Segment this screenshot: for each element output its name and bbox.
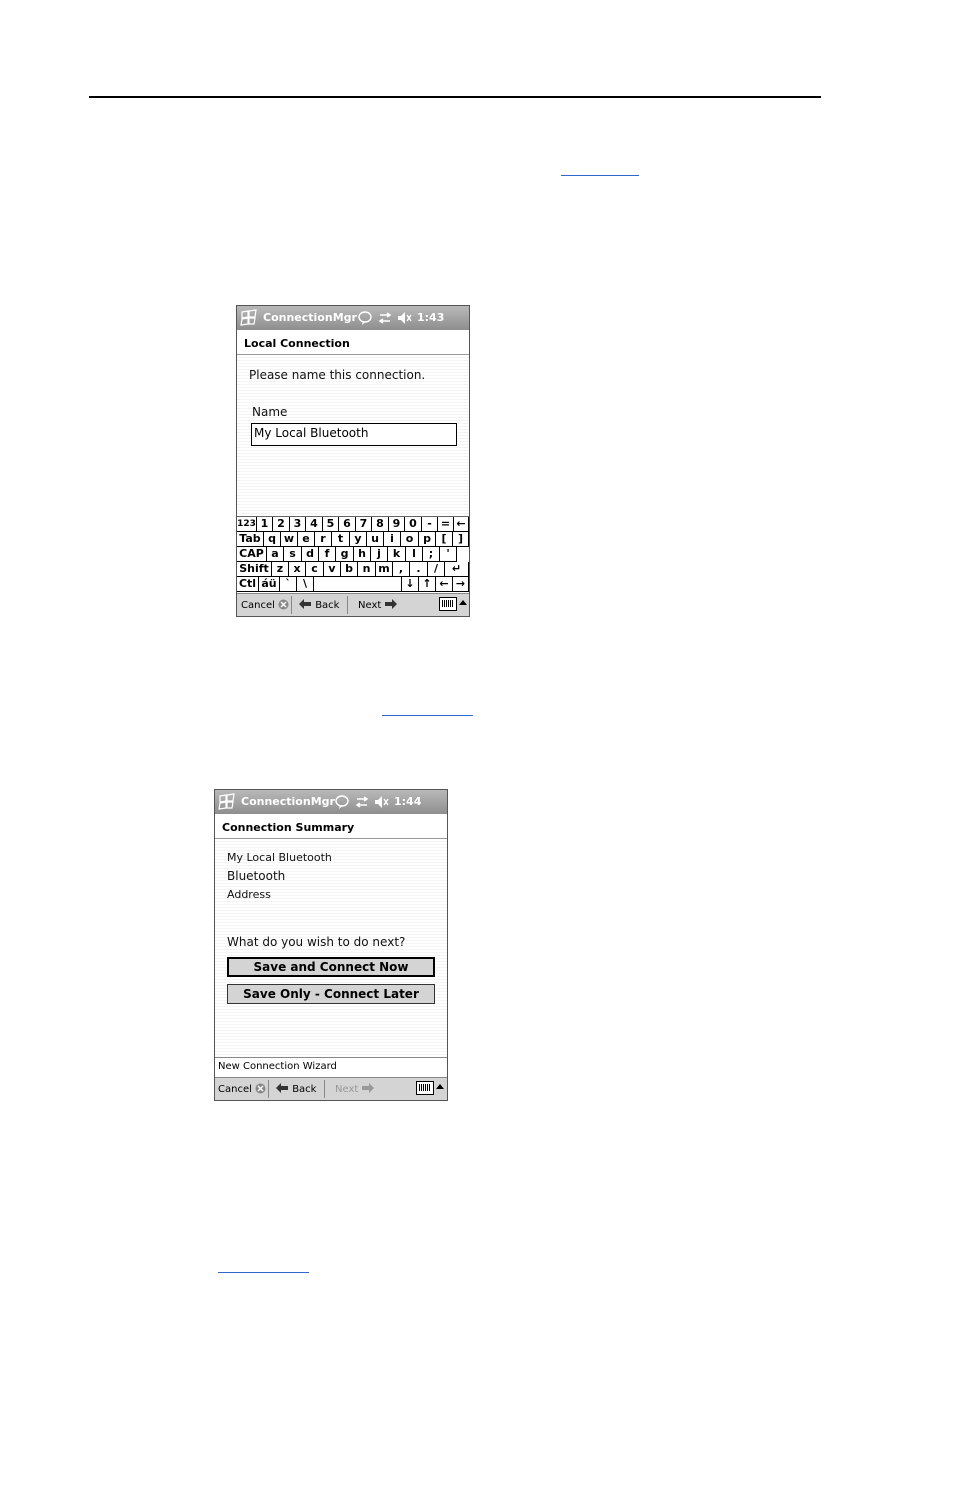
summary-type: Bluetooth xyxy=(227,869,286,883)
key-caps[interactable]: CAP xyxy=(237,547,267,562)
key-x[interactable]: x xyxy=(289,562,306,577)
keyboard-toggle-icon[interactable] xyxy=(439,597,457,611)
next-button[interactable] xyxy=(358,599,397,611)
cancel-label: Cancel xyxy=(218,1084,252,1095)
cancel-button[interactable] xyxy=(218,1083,266,1095)
save-and-connect-button[interactable]: Save and Connect Now xyxy=(227,957,435,977)
back-button[interactable] xyxy=(276,1083,316,1095)
cancel-button[interactable] xyxy=(241,599,289,611)
arrow-left-icon xyxy=(276,1083,289,1093)
key-k[interactable]: k xyxy=(388,547,406,562)
wizard-name: New Connection Wizard xyxy=(218,1061,337,1072)
key-g[interactable]: g xyxy=(336,547,354,562)
key-semicolon[interactable]: ; xyxy=(423,547,440,562)
clock[interactable]: 1:43 xyxy=(417,311,445,324)
key-i[interactable]: i xyxy=(384,532,401,547)
key-o[interactable]: o xyxy=(401,532,419,547)
key-s[interactable]: s xyxy=(284,547,302,562)
content-area xyxy=(215,839,447,1057)
page-top-rule xyxy=(89,96,821,98)
page-header xyxy=(215,814,447,839)
menu-separator xyxy=(291,596,292,614)
key-e[interactable]: e xyxy=(298,532,315,547)
key-period[interactable]: . xyxy=(410,562,428,577)
page-title: Local Connection xyxy=(244,337,350,350)
content-area xyxy=(237,355,469,516)
key-quote[interactable]: ' xyxy=(440,547,457,562)
messaging-icon[interactable] xyxy=(334,794,350,810)
key-l[interactable]: l xyxy=(406,547,423,562)
key-4[interactable]: 4 xyxy=(306,517,323,532)
next-label: Next xyxy=(335,1084,359,1095)
title-bar xyxy=(237,306,469,330)
key-n[interactable]: n xyxy=(358,562,376,577)
input-menu-arrow-icon[interactable] xyxy=(459,600,467,605)
key-8[interactable]: 8 xyxy=(372,517,389,532)
key-c[interactable]: c xyxy=(306,562,324,577)
arrow-left-icon xyxy=(299,599,312,609)
key-z[interactable]: z xyxy=(272,562,289,577)
key-1[interactable]: 1 xyxy=(257,517,273,532)
key-r[interactable]: r xyxy=(315,532,332,547)
keyboard-row-5 xyxy=(237,577,469,592)
volume-icon[interactable] xyxy=(396,310,412,326)
key-b[interactable]: b xyxy=(341,562,358,577)
keyboard-row-4 xyxy=(237,562,469,577)
key-minus[interactable]: - xyxy=(422,517,438,532)
key-5[interactable]: 5 xyxy=(323,517,339,532)
name-label: Name xyxy=(252,405,288,419)
key-shift[interactable]: Shift xyxy=(237,562,272,577)
key-u[interactable]: u xyxy=(367,532,384,547)
key-a[interactable]: a xyxy=(267,547,284,562)
cancel-label: Cancel xyxy=(241,600,275,611)
status-bar xyxy=(215,1057,447,1076)
keyboard-row-1 xyxy=(237,517,469,532)
keyboard-toggle-icon[interactable] xyxy=(416,1081,434,1095)
key-p[interactable]: p xyxy=(419,532,436,547)
summary-name: My Local Bluetooth xyxy=(227,851,332,864)
menu-separator xyxy=(324,1080,325,1098)
volume-icon[interactable] xyxy=(373,794,389,810)
connectivity-icon[interactable] xyxy=(377,310,393,326)
key-d[interactable]: d xyxy=(302,547,319,562)
back-button[interactable] xyxy=(299,599,339,611)
menu-separator xyxy=(347,596,348,614)
windows-start-icon[interactable] xyxy=(239,309,259,327)
key-7[interactable]: 7 xyxy=(356,517,372,532)
key-j[interactable]: j xyxy=(371,547,388,562)
key-space[interactable] xyxy=(314,577,402,592)
hyperlink-underline-2[interactable] xyxy=(382,715,473,716)
soft-keyboard xyxy=(237,516,469,595)
app-title: ConnectionMgr xyxy=(241,795,335,808)
menu-bar xyxy=(215,1077,447,1100)
title-bar xyxy=(215,790,447,814)
key-open-bracket[interactable]: [ xyxy=(436,532,453,547)
messaging-icon[interactable] xyxy=(357,310,373,326)
back-label: Back xyxy=(315,600,340,611)
key-h[interactable]: h xyxy=(354,547,371,562)
save-only-button[interactable]: Save Only - Connect Later xyxy=(227,984,435,1004)
key-arrow-right[interactable]: → xyxy=(453,577,469,592)
hyperlink-underline-3[interactable] xyxy=(218,1272,309,1273)
connection-name-field[interactable]: My Local Bluetooth xyxy=(251,423,457,446)
key-3[interactable]: 3 xyxy=(290,517,306,532)
key-equals[interactable]: = xyxy=(438,517,454,532)
next-label: Next xyxy=(358,600,382,611)
menu-bar xyxy=(237,593,469,616)
app-title: ConnectionMgr xyxy=(263,311,357,324)
key-9[interactable]: 9 xyxy=(389,517,405,532)
key-ctl[interactable]: Ctl xyxy=(237,577,259,592)
close-circle-icon xyxy=(255,1083,266,1094)
key-t[interactable]: t xyxy=(332,532,350,547)
arrow-right-icon xyxy=(384,599,397,609)
key-0[interactable]: 0 xyxy=(405,517,422,532)
back-label: Back xyxy=(292,1084,317,1095)
key-tab[interactable]: Tab xyxy=(237,532,264,547)
key-y[interactable]: y xyxy=(350,532,367,547)
key-q[interactable]: q xyxy=(264,532,281,547)
next-step-question: What do you wish to do next? xyxy=(227,935,406,949)
key-arrow-down[interactable]: ↓ xyxy=(402,577,419,592)
key-close-bracket[interactable]: ] xyxy=(453,532,469,547)
menu-separator xyxy=(268,1080,269,1098)
hyperlink-underline-1[interactable] xyxy=(561,175,639,176)
key-backslash[interactable]: \ xyxy=(297,577,314,592)
clock[interactable]: 1:44 xyxy=(394,795,422,808)
close-circle-icon xyxy=(278,599,289,610)
name-prompt: Please name this connection. xyxy=(249,368,426,382)
key-backspace[interactable]: ← xyxy=(454,517,469,532)
next-button[interactable] xyxy=(335,1083,374,1095)
key-f[interactable]: f xyxy=(319,547,336,562)
key-comma[interactable]: , xyxy=(393,562,410,577)
key-arrow-up[interactable]: ↑ xyxy=(419,577,436,592)
key-2[interactable]: 2 xyxy=(273,517,290,532)
local-connection-screen xyxy=(236,305,470,617)
key-enter[interactable]: ↵ xyxy=(445,562,469,577)
input-menu-arrow-icon[interactable] xyxy=(436,1084,444,1089)
keyboard-row-2 xyxy=(237,532,469,547)
key-slash[interactable]: / xyxy=(428,562,445,577)
key-v[interactable]: v xyxy=(324,562,341,577)
key-accents[interactable]: áü xyxy=(259,577,280,592)
key-backtick[interactable]: ` xyxy=(280,577,297,592)
windows-start-icon[interactable] xyxy=(217,793,237,811)
page-title: Connection Summary xyxy=(222,821,355,834)
page-header xyxy=(237,330,469,355)
key-w[interactable]: w xyxy=(281,532,298,547)
connection-summary-screen xyxy=(214,789,448,1101)
arrow-right-icon xyxy=(361,1083,374,1093)
connectivity-icon[interactable] xyxy=(354,794,370,810)
key-6[interactable]: 6 xyxy=(339,517,356,532)
key-arrow-left[interactable]: ← xyxy=(436,577,453,592)
summary-address: Address xyxy=(227,888,271,901)
key-123[interactable]: 123 xyxy=(237,517,257,532)
key-m[interactable]: m xyxy=(376,562,393,577)
keyboard-row-3 xyxy=(237,547,469,562)
